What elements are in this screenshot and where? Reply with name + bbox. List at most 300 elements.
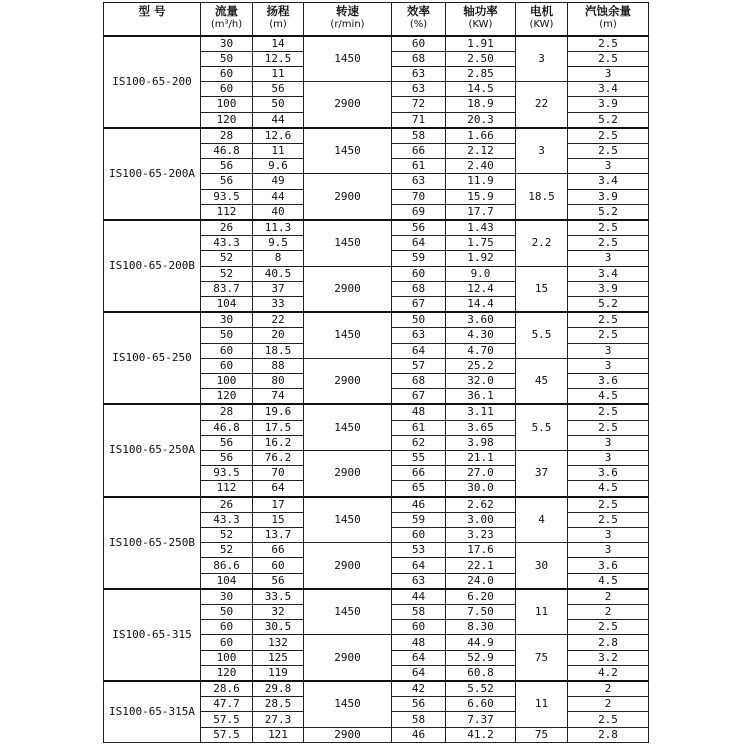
cell-flow: 86.6 [201, 558, 253, 573]
cell-npsh: 2.5 [568, 36, 649, 52]
cell-npsh: 2.5 [568, 312, 649, 328]
cell-head: 9.5 [253, 236, 304, 251]
cell-head: 50 [253, 97, 304, 112]
cell-model: IS100-65-250B [104, 497, 201, 589]
cell-npsh: 3 [568, 450, 649, 465]
cell-head: 32 [253, 605, 304, 620]
cell-speed: 2900 [304, 727, 392, 742]
cell-efficiency: 60 [392, 528, 446, 543]
cell-npsh: 3 [568, 251, 649, 266]
cell-npsh: 3.6 [568, 558, 649, 573]
cell-shaft-power: 18.9 [446, 97, 516, 112]
cell-npsh: 2.5 [568, 328, 649, 343]
cell-head: 17 [253, 497, 304, 513]
cell-npsh: 3 [568, 543, 649, 558]
cell-head: 119 [253, 665, 304, 681]
cell-shaft-power: 4.30 [446, 328, 516, 343]
cell-shaft-power: 2.85 [446, 66, 516, 81]
cell-shaft-power: 2.12 [446, 143, 516, 158]
cell-flow: 100 [201, 97, 253, 112]
cell-npsh: 2.5 [568, 236, 649, 251]
cell-motor: 18.5 [516, 174, 568, 220]
cell-npsh: 2 [568, 697, 649, 712]
cell-head: 11.3 [253, 220, 304, 236]
cell-motor: 15 [516, 266, 568, 312]
cell-npsh: 2.8 [568, 727, 649, 742]
cell-model: IS100-65-315 [104, 589, 201, 681]
cell-npsh: 3.4 [568, 82, 649, 97]
cell-shaft-power: 1.43 [446, 220, 516, 236]
cell-head: 20 [253, 328, 304, 343]
cell-shaft-power: 14.4 [446, 296, 516, 312]
cell-head: 56 [253, 573, 304, 589]
cell-npsh: 2 [568, 605, 649, 620]
table-row [104, 220, 649, 236]
cell-flow: 112 [201, 204, 253, 220]
cell-npsh: 5.2 [568, 296, 649, 312]
cell-head: 17.5 [253, 420, 304, 435]
cell-efficiency: 58 [392, 605, 446, 620]
cell-speed: 1450 [304, 681, 392, 727]
cell-flow: 93.5 [201, 466, 253, 481]
header-label: 扬程 [266, 4, 290, 18]
cell-flow: 56 [201, 159, 253, 174]
cell-speed: 1450 [304, 497, 392, 543]
cell-shaft-power: 3.60 [446, 312, 516, 328]
cell-flow: 57.5 [201, 712, 253, 727]
cell-efficiency: 64 [392, 236, 446, 251]
cell-npsh: 2.5 [568, 143, 649, 158]
cell-efficiency: 67 [392, 389, 446, 405]
cell-efficiency: 61 [392, 420, 446, 435]
cell-efficiency: 63 [392, 82, 446, 97]
cell-efficiency: 67 [392, 296, 446, 312]
cell-npsh: 2 [568, 681, 649, 697]
cell-motor: 37 [516, 450, 568, 496]
cell-efficiency: 46 [392, 497, 446, 513]
cell-efficiency: 63 [392, 573, 446, 589]
cell-efficiency: 44 [392, 589, 446, 605]
cell-npsh: 3 [568, 66, 649, 81]
cell-flow: 104 [201, 573, 253, 589]
cell-efficiency: 64 [392, 665, 446, 681]
cell-shaft-power: 36.1 [446, 389, 516, 405]
header-label: 轴功率 [463, 4, 498, 18]
cell-efficiency: 59 [392, 512, 446, 527]
cell-shaft-power: 3.00 [446, 512, 516, 527]
cell-efficiency: 46 [392, 727, 446, 742]
cell-head: 14 [253, 36, 304, 52]
cell-efficiency: 68 [392, 373, 446, 388]
cell-motor: 30 [516, 543, 568, 589]
table-row [104, 404, 649, 420]
cell-shaft-power: 2.50 [446, 51, 516, 66]
cell-efficiency: 58 [392, 712, 446, 727]
cell-shaft-power: 8.30 [446, 620, 516, 635]
cell-head: 74 [253, 389, 304, 405]
cell-flow: 28 [201, 128, 253, 144]
cell-npsh: 2.5 [568, 404, 649, 420]
header-unit: (m) [269, 19, 287, 30]
cell-flow: 46.8 [201, 143, 253, 158]
cell-efficiency: 57 [392, 358, 446, 373]
cell-speed: 2900 [304, 358, 392, 404]
cell-npsh: 3.9 [568, 97, 649, 112]
cell-flow: 26 [201, 220, 253, 236]
cell-flow: 52 [201, 251, 253, 266]
cell-head: 33.5 [253, 589, 304, 605]
cell-motor: 75 [516, 635, 568, 681]
cell-head: 44 [253, 189, 304, 204]
cell-motor: 11 [516, 589, 568, 635]
cell-efficiency: 53 [392, 543, 446, 558]
cell-motor: 45 [516, 358, 568, 404]
cell-npsh: 3.6 [568, 466, 649, 481]
cell-flow: 52 [201, 266, 253, 281]
cell-speed: 1450 [304, 128, 392, 174]
cell-npsh: 4.5 [568, 481, 649, 497]
cell-shaft-power: 44.9 [446, 635, 516, 650]
cell-model: IS100-65-200 [104, 36, 201, 128]
cell-efficiency: 71 [392, 112, 446, 128]
cell-efficiency: 64 [392, 343, 446, 358]
cell-efficiency: 64 [392, 650, 446, 665]
cell-efficiency: 65 [392, 481, 446, 497]
cell-shaft-power: 3.65 [446, 420, 516, 435]
cell-flow: 60 [201, 66, 253, 81]
cell-head: 15 [253, 512, 304, 527]
cell-motor: 75 [516, 727, 568, 742]
cell-efficiency: 66 [392, 466, 446, 481]
table-row [104, 128, 649, 144]
cell-efficiency: 63 [392, 328, 446, 343]
cell-shaft-power: 2.62 [446, 497, 516, 513]
cell-flow: 47.7 [201, 697, 253, 712]
cell-shaft-power: 7.37 [446, 712, 516, 727]
cell-shaft-power: 7.50 [446, 605, 516, 620]
cell-flow: 120 [201, 665, 253, 681]
cell-npsh: 5.2 [568, 112, 649, 128]
cell-head: 88 [253, 358, 304, 373]
cell-flow: 60 [201, 343, 253, 358]
cell-head: 56 [253, 82, 304, 97]
cell-head: 16.2 [253, 435, 304, 450]
header-unit: (r/min) [330, 19, 365, 30]
cell-npsh: 2.5 [568, 220, 649, 236]
cell-npsh: 2.5 [568, 497, 649, 513]
header-label: 汽蚀余量 [585, 4, 631, 18]
cell-head: 28.5 [253, 697, 304, 712]
cell-shaft-power: 3.98 [446, 435, 516, 450]
cell-flow: 120 [201, 112, 253, 128]
cell-flow: 28 [201, 404, 253, 420]
header-unit: (%) [409, 19, 428, 30]
cell-shaft-power: 60.8 [446, 665, 516, 681]
cell-shaft-power: 25.2 [446, 358, 516, 373]
cell-npsh: 3 [568, 343, 649, 358]
cell-head: 27.3 [253, 712, 304, 727]
cell-head: 9.6 [253, 159, 304, 174]
cell-model: IS100-65-250 [104, 312, 201, 404]
cell-flow: 112 [201, 481, 253, 497]
cell-head: 12.6 [253, 128, 304, 144]
cell-shaft-power: 30.0 [446, 481, 516, 497]
cell-flow: 57.5 [201, 727, 253, 742]
cell-efficiency: 72 [392, 97, 446, 112]
cell-flow: 100 [201, 650, 253, 665]
cell-speed: 1450 [304, 589, 392, 635]
cell-efficiency: 58 [392, 128, 446, 144]
cell-motor: 3 [516, 36, 568, 82]
cell-efficiency: 63 [392, 66, 446, 81]
cell-head: 66 [253, 543, 304, 558]
cell-flow: 83.7 [201, 281, 253, 296]
header-head [253, 3, 304, 36]
header-npsh [568, 3, 649, 36]
cell-shaft-power: 12.4 [446, 281, 516, 296]
cell-npsh: 3.9 [568, 281, 649, 296]
cell-shaft-power: 14.5 [446, 82, 516, 97]
cell-flow: 56 [201, 174, 253, 189]
cell-head: 64 [253, 481, 304, 497]
cell-head: 11 [253, 66, 304, 81]
cell-head: 12.5 [253, 51, 304, 66]
table-row [104, 312, 649, 328]
cell-head: 49 [253, 174, 304, 189]
header-unit: (KW) [529, 19, 554, 30]
cell-flow: 56 [201, 450, 253, 465]
cell-flow: 60 [201, 635, 253, 650]
cell-motor: 5.5 [516, 404, 568, 450]
cell-efficiency: 62 [392, 435, 446, 450]
cell-flow: 60 [201, 620, 253, 635]
cell-flow: 60 [201, 358, 253, 373]
cell-shaft-power: 9.0 [446, 266, 516, 281]
header-label: 流量 [215, 4, 238, 18]
cell-model: IS100-65-315A [104, 681, 201, 742]
cell-speed: 2900 [304, 450, 392, 496]
cell-head: 19.6 [253, 404, 304, 420]
cell-efficiency: 64 [392, 558, 446, 573]
cell-shaft-power: 20.3 [446, 112, 516, 128]
cell-npsh: 4.5 [568, 573, 649, 589]
cell-npsh: 3 [568, 358, 649, 373]
cell-speed: 1450 [304, 404, 392, 450]
cell-model: IS100-65-200B [104, 220, 201, 312]
cell-shaft-power: 17.7 [446, 204, 516, 220]
cell-shaft-power: 22.1 [446, 558, 516, 573]
cell-speed: 1450 [304, 220, 392, 266]
cell-npsh: 5.2 [568, 204, 649, 220]
cell-flow: 100 [201, 373, 253, 388]
cell-speed: 1450 [304, 312, 392, 358]
cell-npsh: 3 [568, 435, 649, 450]
cell-efficiency: 50 [392, 312, 446, 328]
cell-motor: 11 [516, 681, 568, 727]
cell-head: 11 [253, 143, 304, 158]
cell-efficiency: 70 [392, 189, 446, 204]
cell-head: 44 [253, 112, 304, 128]
cell-npsh: 3.2 [568, 650, 649, 665]
cell-efficiency: 69 [392, 204, 446, 220]
cell-head: 13.7 [253, 528, 304, 543]
cell-flow: 50 [201, 328, 253, 343]
header-efficiency [392, 3, 446, 36]
cell-speed: 1450 [304, 36, 392, 82]
cell-shaft-power: 3.23 [446, 528, 516, 543]
cell-flow: 52 [201, 543, 253, 558]
cell-head: 29.8 [253, 681, 304, 697]
cell-shaft-power: 52.9 [446, 650, 516, 665]
cell-shaft-power: 4.70 [446, 343, 516, 358]
header-label: 转速 [336, 4, 359, 18]
cell-efficiency: 48 [392, 635, 446, 650]
cell-flow: 56 [201, 435, 253, 450]
cell-shaft-power: 6.60 [446, 697, 516, 712]
cell-head: 60 [253, 558, 304, 573]
cell-head: 33 [253, 296, 304, 312]
cell-flow: 50 [201, 51, 253, 66]
cell-flow: 93.5 [201, 189, 253, 204]
cell-npsh: 2.5 [568, 512, 649, 527]
cell-speed: 2900 [304, 174, 392, 220]
cell-npsh: 3.9 [568, 189, 649, 204]
cell-shaft-power: 1.91 [446, 36, 516, 52]
cell-speed: 2900 [304, 266, 392, 312]
cell-efficiency: 56 [392, 220, 446, 236]
pump-performance-table [103, 2, 649, 743]
cell-speed: 2900 [304, 635, 392, 681]
cell-flow: 46.8 [201, 420, 253, 435]
table-body [104, 36, 649, 743]
table-row [104, 497, 649, 513]
header-shaft-power [446, 3, 516, 36]
cell-efficiency: 68 [392, 281, 446, 296]
cell-shaft-power: 1.66 [446, 128, 516, 144]
cell-npsh: 4.2 [568, 665, 649, 681]
cell-shaft-power: 3.11 [446, 404, 516, 420]
cell-flow: 28.6 [201, 681, 253, 697]
cell-npsh: 3.4 [568, 266, 649, 281]
cell-flow: 30 [201, 589, 253, 605]
header-label: 效率 [407, 4, 430, 18]
cell-npsh: 2.5 [568, 712, 649, 727]
cell-shaft-power: 1.75 [446, 236, 516, 251]
cell-flow: 26 [201, 497, 253, 513]
header-motor [516, 3, 568, 36]
header-label: 型 号 [138, 4, 166, 18]
cell-npsh: 2 [568, 589, 649, 605]
cell-npsh: 3 [568, 528, 649, 543]
cell-npsh: 2.5 [568, 51, 649, 66]
cell-shaft-power: 15.9 [446, 189, 516, 204]
cell-efficiency: 66 [392, 143, 446, 158]
cell-npsh: 3.4 [568, 174, 649, 189]
cell-efficiency: 59 [392, 251, 446, 266]
cell-speed: 2900 [304, 82, 392, 128]
cell-shaft-power: 27.0 [446, 466, 516, 481]
cell-speed: 2900 [304, 543, 392, 589]
header-unit: (m) [599, 19, 617, 30]
cell-flow: 30 [201, 36, 253, 52]
cell-npsh: 2.8 [568, 635, 649, 650]
cell-motor: 3 [516, 128, 568, 174]
cell-head: 40.5 [253, 266, 304, 281]
cell-shaft-power: 41.2 [446, 727, 516, 742]
cell-shaft-power: 1.92 [446, 251, 516, 266]
cell-head: 70 [253, 466, 304, 481]
header-flow [201, 3, 253, 36]
cell-model: IS100-65-250A [104, 404, 201, 496]
header-label: 电机 [530, 4, 553, 18]
cell-efficiency: 60 [392, 36, 446, 52]
cell-head: 80 [253, 373, 304, 388]
cell-shaft-power: 11.9 [446, 174, 516, 189]
table-row [104, 589, 649, 605]
cell-shaft-power: 5.52 [446, 681, 516, 697]
cell-motor: 22 [516, 82, 568, 128]
cell-flow: 60 [201, 82, 253, 97]
cell-head: 121 [253, 727, 304, 742]
cell-shaft-power: 24.0 [446, 573, 516, 589]
cell-motor: 4 [516, 497, 568, 543]
cell-flow: 52 [201, 528, 253, 543]
cell-head: 8 [253, 251, 304, 266]
cell-efficiency: 68 [392, 51, 446, 66]
cell-npsh: 2.5 [568, 620, 649, 635]
cell-shaft-power: 6.20 [446, 589, 516, 605]
cell-npsh: 3.6 [568, 373, 649, 388]
cell-head: 18.5 [253, 343, 304, 358]
header-unit: (KW) [468, 19, 493, 30]
cell-head: 125 [253, 650, 304, 665]
header-model [104, 3, 201, 36]
cell-head: 40 [253, 204, 304, 220]
cell-efficiency: 42 [392, 681, 446, 697]
cell-npsh: 4.5 [568, 389, 649, 405]
cell-efficiency: 63 [392, 174, 446, 189]
table-row [104, 36, 649, 52]
cell-head: 37 [253, 281, 304, 296]
cell-flow: 30 [201, 312, 253, 328]
cell-head: 132 [253, 635, 304, 650]
cell-efficiency: 56 [392, 697, 446, 712]
cell-efficiency: 60 [392, 620, 446, 635]
cell-npsh: 2.5 [568, 420, 649, 435]
cell-flow: 104 [201, 296, 253, 312]
cell-head: 22 [253, 312, 304, 328]
cell-flow: 43.3 [201, 236, 253, 251]
cell-motor: 2.2 [516, 220, 568, 266]
cell-flow: 120 [201, 389, 253, 405]
table-row [104, 681, 649, 697]
cell-npsh: 3 [568, 159, 649, 174]
cell-efficiency: 48 [392, 404, 446, 420]
header-unit: (m³/h) [210, 19, 243, 30]
cell-flow: 50 [201, 605, 253, 620]
cell-model: IS100-65-200A [104, 128, 201, 220]
cell-motor: 5.5 [516, 312, 568, 358]
cell-npsh: 2.5 [568, 128, 649, 144]
header-speed [304, 3, 392, 36]
header-row [104, 3, 649, 36]
cell-flow: 43.3 [201, 512, 253, 527]
cell-shaft-power: 21.1 [446, 450, 516, 465]
cell-efficiency: 55 [392, 450, 446, 465]
cell-efficiency: 61 [392, 159, 446, 174]
cell-efficiency: 60 [392, 266, 446, 281]
cell-shaft-power: 32.0 [446, 373, 516, 388]
